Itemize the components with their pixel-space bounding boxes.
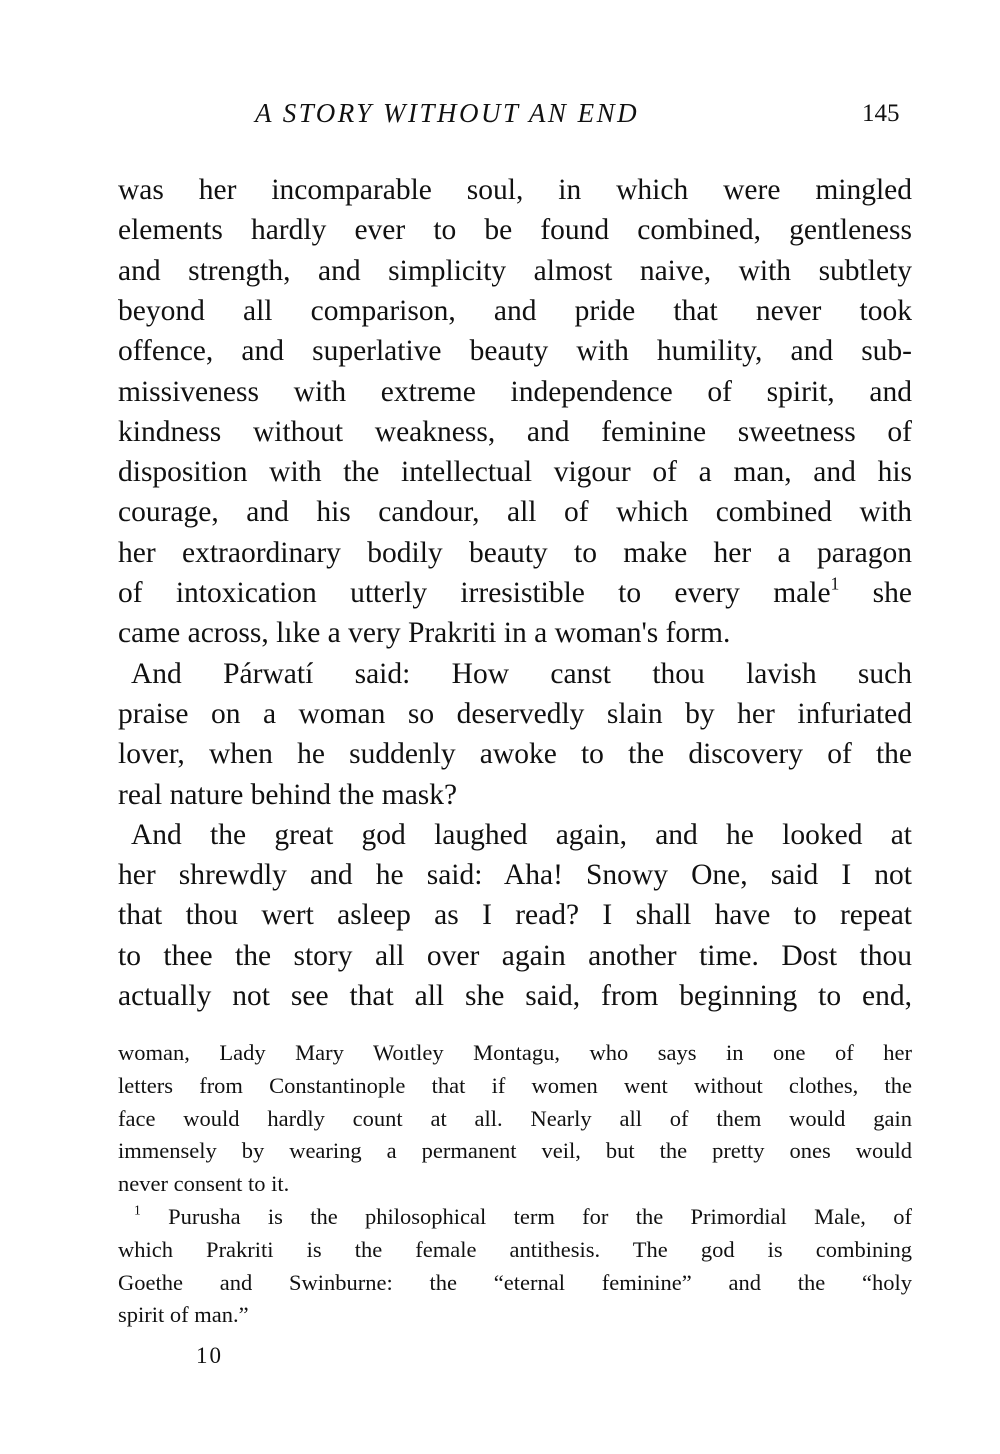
line-text: her extraordinary bodily beauty to make her a paragon <box>118 536 912 569</box>
text-line <box>118 293 912 329</box>
text-line <box>118 172 912 208</box>
text-line <box>118 897 912 933</box>
text-line <box>118 978 912 1014</box>
line-text: which Prakriti is the female antithesis. The god is combining <box>118 1236 912 1262</box>
footnote-line <box>118 1269 912 1297</box>
line-text: And the great god laughed again, and he looked at <box>131 818 912 851</box>
line-text: that thou wert asleep as I read? I shall have to repeat <box>118 899 912 932</box>
footnote-line <box>118 1137 912 1165</box>
text-line <box>118 212 912 248</box>
text-line <box>118 414 912 450</box>
text-line <box>118 454 912 490</box>
line-text: face would hardly count at all. Nearly all of them would gain <box>118 1105 912 1131</box>
line-text: missiveness with extreme independence of spirit, and <box>118 375 912 408</box>
line-text: letters from Constantinople that if women went without clothes, the <box>118 1072 912 1098</box>
line-text: Goethe and Swinburne: the “eternal feminine” and the “holy <box>118 1269 912 1295</box>
line-text: was her incomparable soul, in which were mingled <box>118 174 912 206</box>
footnote-marker: 1 <box>134 1203 141 1218</box>
text-line <box>118 333 912 369</box>
line-text: real nature behind the mask? <box>118 778 458 811</box>
line-text: to thee the story all over again another time. Dost thou <box>118 939 912 972</box>
footnote-line <box>118 1039 912 1067</box>
line-text: courage, and his candour, all of which combined with <box>118 496 912 529</box>
footnote-line <box>118 1236 912 1264</box>
line-text: her shrewdly and he said: Aha! Snowy One, said I not <box>118 859 912 892</box>
text-line <box>131 656 912 692</box>
line-text: praise on a woman so deservedly slain by her infuriated <box>118 697 912 730</box>
text-line <box>118 938 912 974</box>
line-text: spirit of man.” <box>118 1302 249 1328</box>
line-text: disposition with the intellectual vigour of a man, and his <box>118 456 912 489</box>
text-line <box>118 696 912 732</box>
footnote-line <box>118 1105 912 1133</box>
footnote-line <box>118 1301 912 1329</box>
text-line <box>118 777 912 813</box>
footnote-line <box>118 1072 912 1100</box>
footnote-marker: 1 <box>830 575 840 594</box>
text-line <box>118 575 912 611</box>
running-title: A STORY WITHOUT AN END <box>255 98 640 128</box>
line-text: kindness without weakness, and feminine sweetness of <box>118 415 912 448</box>
footnote-line <box>134 1203 912 1231</box>
line-text: offence, and superlative beauty with humility, and sub- <box>118 335 912 368</box>
line-text: and strength, and simplicity almost naive, with subtlety <box>118 254 912 287</box>
signature-mark: 10 <box>196 1343 223 1368</box>
line-text: immensely by wearing a permanent veil, but the pretty ones would <box>118 1138 912 1164</box>
line-text: beyond all comparison, and pride that never took <box>118 294 912 327</box>
line-text: woman, Lady Mary Woıtley Montagu, who says in one of her <box>118 1040 912 1065</box>
line-text: And Párwatí said: How canst thou lavish such <box>131 657 912 690</box>
text-line <box>118 253 912 289</box>
line-text: Purusha is the philosophical term for the Primordial Male, of <box>140 1204 912 1229</box>
text-line <box>131 817 912 853</box>
text-line <box>118 736 912 772</box>
text-line <box>118 374 912 410</box>
text-line <box>118 535 912 571</box>
line-text: actually not see that all she said, from beginning to end, <box>118 980 912 1012</box>
text-line <box>118 857 912 893</box>
line-text: came across, lıke a very Prakriti in a woman's form. <box>118 617 731 650</box>
footnote-line <box>118 1170 912 1198</box>
line-text: never consent to it. <box>118 1171 290 1197</box>
running-header <box>0 98 1000 138</box>
line-text: of intoxication utterly irresistible to every male <box>118 577 831 609</box>
line-text: elements hardly ever to be found combined, gentleness <box>118 214 912 247</box>
line-text: lover, when he suddenly awoke to the discovery of the <box>118 738 912 771</box>
line-text: she <box>839 577 912 609</box>
page-number: 145 <box>862 100 900 127</box>
text-line <box>118 615 912 651</box>
text-line <box>118 494 912 530</box>
